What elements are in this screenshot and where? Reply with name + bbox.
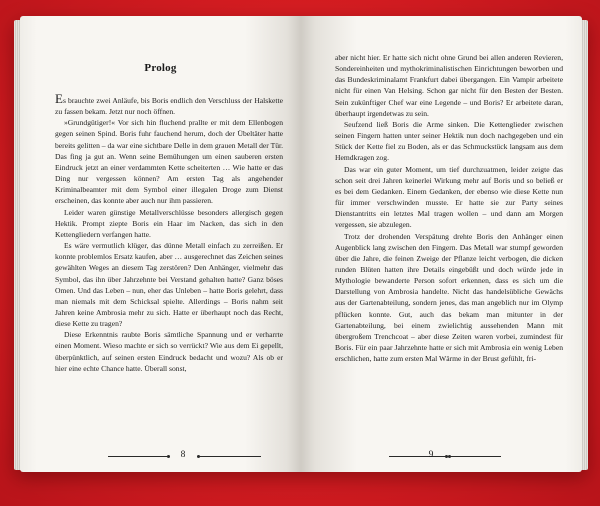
paragraph-text: s brauchte zwei Anläufe, bis Boris endlich den Verschluss der Halskette zu fassen bekam. Jetzt nur noch öffnen.: [55, 96, 283, 117]
page-footer: [301, 450, 582, 464]
drop-cap: E: [55, 91, 63, 106]
footer-rule-left: [108, 456, 168, 457]
page-footer: [20, 450, 301, 464]
chapter-title: Prolog: [144, 62, 177, 74]
left-page-body: [55, 91, 284, 374]
page-number: 9: [428, 450, 434, 460]
paragraph: aber nicht hier. Er hatte sich nicht ohne Grund bei allen anderen Revieren, Sondereinheiten und mythokriminalistischen Einrichtungen beworben und das Bundeskriminalamt Frankfurt dabei übergangen. Ein Vampir arbeitete nicht für einen Van Helsing. Schon gar nicht für den Besten der Besten. Sein zukünftiger Chef war eine Legende – und Boris? Er arbeitete daran, überhaupt irgendetwas zu sein.: [335, 53, 563, 118]
paragraph: Seufzend ließ Boris die Arme sinken. Die Kettenglieder zwischen seinen Fingern hatten unter seiner Hektik nun doch nachgegeben und ein Stück der Kette fiel zu Boden, als er das Schmuckstück langsam aus dem Hemdkragen zog.: [335, 119, 563, 163]
paragraph: »Grundgütiger!« Vor sich hin fluchend prallte er mit dem Ellenbogen gegen seinen Spind. Boris fuhr fauchend herum, doch der Übeltäter hatte bereits gelitten – da war eine sichtbare Delle in dem grauen Metall der Tür. Das fing ja gut an. Wenn seine Bemühungen um einen sauberen ersten Eindruck jetzt an einer verdammten Kette scheiterten … Wie hatte er das Ding nur vergessen können? Am ersten Tag als angehender Kriminalbeamter mit dem Symbol einer illegalen Droge zum Dienst erscheinen, das konnte aber auch nur ihm passieren.: [55, 118, 284, 206]
paragraph: Diese Erkenntnis raubte Boris sämtliche Spannung und er verharrte einen Moment. Wieso machte er sich so verrückt? Wie aus dem Ei gepellt, überpünktlich, auf seinen ersten Eindruck bedacht und wozu? Als ob er hier eine echte Chance hatte. Überall sonst,: [55, 330, 283, 373]
open-book: [20, 16, 582, 472]
paragraph: [55, 91, 283, 117]
footer-rule-right: [447, 456, 501, 457]
paragraph: Es wäre vermutlich klüger, das dünne Metall einfach zu zerreißen. Er konnte problemlos Ersatz kaufen, aber … ausgerechnet das Zeichen seines gewählten Weges an diesem Tag zerstören? Den Anhänger, vielmehr das Symbol, das ihn über Jahrzehnte bei Verstand gehalten hatte? Ganz böses Omen. Und das Leben – nun, eher das Unleben – hatte Boris gelehrt, dass man niemals mit dem Schicksal spielte. Allerdings – Boris nahm seit Jahren keine Ambrosia mehr zu sich. Hatte er überhaupt noch das Recht, diese Kette zu tragen?: [55, 241, 283, 329]
right-page-body: [335, 52, 563, 364]
paragraph: Trotz der drohenden Verspätung drehte Boris den Anhänger einen Augenblick lang zwischen den Fingern. Das Metall war stumpf geworden über die Jahre, die feinen Zweige der Pflanze leicht verbogen, die dicken runden Blüten hatten ihre Details eingebüßt und doch würde jede in Mythologie bewanderte Person sofort erkennen, dass es sich um die Darstellung von Ambrosia handelte. Nicht das handelsübliche Gewächs aus der Gartenabteilung, sondern jenes, das man angeblich nur im Olymp pflücken konnte. Gut, auch das bekam man mitunter in der Gartenabteilung, bei einem zwielichtig aussehenden Mann mit übergroßem Trenchcoat – aber diese Zeiten waren vorbei, zumindest für Boris. Für ein paar Jahrzehnte hatte er sich mit Ambrosia ein wenig Leben erschlichen, hatte zum ersten Mal Wärme in der Brust gefühlt, fri-: [335, 231, 563, 364]
footer-rule-right: [199, 456, 261, 457]
right-page: [301, 16, 582, 472]
left-page: [20, 16, 301, 472]
paragraph: Leider waren günstige Metallverschlüsse besonders allergisch gegen Hektik. Prompt ziepte Boris ein Haar im Nacken, das sich in den Kettengliedern verfangen hatte.: [55, 207, 283, 239]
paragraph: Das war ein guter Moment, um tief durchzuatmen, leider zeigte das schon seit drei Jahren keinerlei Wirkung mehr auf Boris und so beließ er es bei dem Gedanken. Einem Gedanken, der ebenso wie diese Kette nun für immer verschwinden musste. Er hatte sie zur Party seines Dienstantritts ein letztes Mal tragen wollen – und dann am Morgen vergessen, sie abzulegen.: [335, 164, 563, 230]
page-number: 8: [180, 450, 186, 460]
